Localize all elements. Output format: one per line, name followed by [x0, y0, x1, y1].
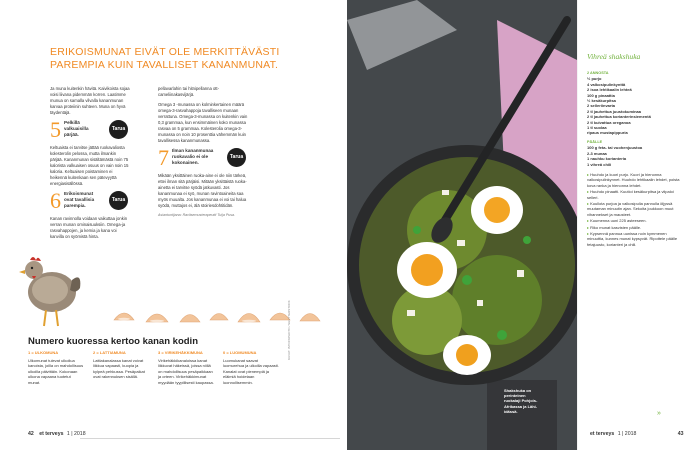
- recipe-title: Vihreä shakshuka: [587, 52, 641, 61]
- issue-number: 1 | 2018: [617, 431, 637, 437]
- topping-heading: PÄÄLLE: [587, 139, 603, 144]
- egg-code-1: [28, 350, 84, 386]
- myth-number: 6: [50, 188, 61, 213]
- ingredient: 1 nauhku korianteria: [587, 156, 627, 162]
- egg-code-3: [158, 350, 214, 386]
- egg-code-text: Ulkomunat tulevat ulkoilua kanoista, joilla on mahdollisuus ulkoilla päivittäin. Kokonaan ulkona vapaana tuotetut munat.: [28, 357, 84, 385]
- paragraph: Kanan ravinnolla voidaan vaikuttaa jonkin verran munan ominaisuuksiin. Omega-ja rasvahappojen, ja kemia ja kana voi kanvilla on syömistä hinta.: [50, 216, 128, 239]
- egg-code-heading: 0 = LUOMUMUNA: [223, 350, 257, 355]
- ingredient: 2 isoa lehtikaalin lehteä: [587, 87, 632, 93]
- magazine-brand: et terveys: [39, 431, 64, 437]
- egg-code-text: Lattiakanalassa kanat voivat liikkua vapaasti, kuopia ja kylpeä pehkussa. Pesäpaikat ovat rakennuksen sisällä.: [93, 357, 145, 380]
- ingredient: ripaus mustapippuria: [587, 130, 628, 136]
- myth-number: 5: [50, 117, 61, 142]
- continue-arrows-icon: »: [657, 410, 661, 417]
- ingredient: 2 selleriinvarta: [587, 103, 616, 109]
- paragraph: Ja muna kuitenkin hävitä. Kaivikoista sojaa voisi liivana pidemmän korren. Laatimme munua on samalla vilvalla kananmunan karvaa proteiinin suhteen. Muna on hyvä täydentäjä.: [50, 86, 130, 115]
- tarua-badge: Tarua: [109, 191, 128, 210]
- issue-number: 1 | 2018: [66, 431, 86, 437]
- tarua-badge: Tarua: [109, 120, 128, 139]
- ingredient: 2 tl kuivattua oreganoa: [587, 119, 631, 125]
- recipe-step: ▸ Kuumenna uuni 225 asteeseen.: [587, 218, 683, 223]
- myth-5-heading: [50, 117, 130, 142]
- page-number: 43: [677, 431, 684, 437]
- myth-title: Pelkillä valkuaisilla pärjää.: [64, 120, 89, 137]
- egg-code-text: Virikehäkkikanaloissa kanat liikkuvat häkeissä, joissa niillä on mahdollisuus pesäpaikkaan ja orteen. Virikehäkkimunat myydään tyypillisesti kaupassa.: [158, 357, 214, 385]
- ingredient: ½ kesäkurpitsa: [587, 98, 616, 104]
- recipe-body: [587, 67, 683, 247]
- ingredient: 2 tl jauhettua korianterinsiementä: [587, 114, 651, 120]
- paragraph: Mikään yksittäinen ruoka-aine ei ole niin tärkeä, ettei ilman sitä pärjäisi. Mitään yksittäistä ruoka-ainetta ei tarvitse syödä jatkuvasti. Jos kananmunaa ei syö, munan ravintoaineita saa myös muualta. Jos kananmunaa ei voi tai halua syödä, muttajos ei, älä stoiriesdohtitidän.: [158, 173, 247, 208]
- paragraph: Omega 3 -munassa on kolminkertainen määrä omega-3-rasvahappoja tavalliseen munaan verrattuna. Omega-3-munassa on kuitenkin vain 0,3 grammaa, kun ensimmäinen koko munassa rasvaa on 5 grammaa. Kolesterolia omega-3-munassa on noin 10 prosenttia vähemmän kuin tavallisessa kananmunassa.: [158, 102, 248, 143]
- ingredient: 1 tl suolaa: [587, 125, 607, 131]
- right-footer: [590, 431, 684, 437]
- paragraph: Keltuaista ei tarvitse jättää ruokavaliosta kolesterolin pelossa, mutta ilmankin pärjää. Kananmunan sisältämästä noin 75 kalorista valkuaisen osuus on vain noin 15 kaloria. Keltuaisen poistaminen ei heikennä kuitenkaan sen pätevyyttä energiasisällössä.: [50, 145, 129, 186]
- recipe-step: ▸ Riko munat kasvisten päälle.: [587, 225, 683, 230]
- ingredient: 100 g pinaattia: [587, 92, 615, 98]
- tarua-badge: Tarua: [227, 148, 246, 167]
- page-number: 42: [28, 431, 34, 437]
- egg-code-heading: 3 = VIRIKEHÄKKIMUNA: [158, 350, 203, 355]
- egg-code-text: Luomukanat saavat luomurehua ja ulkoilla vapaasti. Kanalat ovat pienempiä ja eläimiä hoidetaan luonnollisemmin.: [223, 357, 279, 385]
- myth-7-heading: [158, 145, 248, 170]
- section-title: Numero kuoressa kertoo kanan kodin: [28, 336, 198, 347]
- egg-shells-illustration: [110, 298, 325, 328]
- ingredient: 2-3 munaa: [587, 150, 607, 156]
- paragraph: pellavarlahin tai hitnipellanna ott-cameliinakasvijärjä.: [158, 86, 219, 97]
- ingredient: ½ purjo: [587, 76, 602, 82]
- photo-caption: Shakshuka on perinteinen ruokalaji Pohjois-Afrikassa ja Lähi-idässä.: [504, 388, 538, 414]
- recipe-step: ▸ Huuhdo ja kuori purjo. Kuori ja hienonna valkosipulinkynnet. Huuhdo lehtikaalin lehdet, poista kova ranka ja hienonna lehdet.: [587, 172, 683, 188]
- myth-title: Erikoismunat ovat tavallisia parempia.: [64, 191, 95, 208]
- myth-6-heading: [50, 188, 130, 213]
- servings: 2 ANNOSTA: [587, 71, 609, 75]
- myth-title: Ilman kananmunaa ruokavalio ei ole kokonainen.: [172, 148, 214, 165]
- footer-rule: [80, 438, 340, 439]
- ingredient: 4 valkosipulinkynttä: [587, 81, 626, 87]
- article-column-2: [158, 86, 248, 218]
- magazine-brand: et terveys: [590, 431, 615, 437]
- egg-code-4: [223, 350, 279, 386]
- ingredient: 1 vihreä chili: [587, 161, 612, 167]
- shakshuka-photo: [347, 0, 577, 450]
- egg-code-heading: 1 = ULKOMUNA: [28, 350, 59, 355]
- article-headline: ERIKOISMUNAT EIVÄT OLE MERKITTÄVÄSTI PAREMPIA KUIN TAVALLISET KANANMUNAT.: [50, 46, 280, 71]
- recipe-step: ▸ Kuullota purjoa ja valkosipulia pannulla öljyssä muutaman minuutin ajan. Sekoita joukkoon muut vihannekset ja mausteet.: [587, 201, 683, 217]
- photo-credit: KUVAT: ISTOCKPHOTO / SHUTTERSTOCK: [287, 300, 291, 360]
- myth-number: 7: [158, 145, 169, 170]
- recipe-step: ▸ Huuhdo pinaatti. Kuutioi kesäkurpitsa ja viipaloi selleri.: [587, 189, 683, 200]
- left-footer: [28, 431, 86, 437]
- ingredient: 100 g feta- tai vuohenjuustoa: [587, 145, 643, 151]
- egg-code-heading: 2 = LATTIAMUNA: [93, 350, 126, 355]
- expert-caption: Asiantuntijana: Ravitsemusterapeutti Tuija Pusa.: [158, 213, 236, 217]
- hen-illustration: [14, 240, 84, 330]
- recipe-step: ▸ Kypsennä pannua uunissa noin kymmenen minuuttia, kunnes munat kypsyvät. Ripottele päälle fetajuusto, korianteri ja chili.: [587, 231, 683, 247]
- recipe-panel: [578, 0, 694, 450]
- ingredient: 2 tl jauhettua juustokuminaa: [587, 108, 642, 114]
- egg-code-2: [93, 350, 149, 380]
- right-page: [347, 0, 694, 450]
- article-column-1: [50, 86, 130, 244]
